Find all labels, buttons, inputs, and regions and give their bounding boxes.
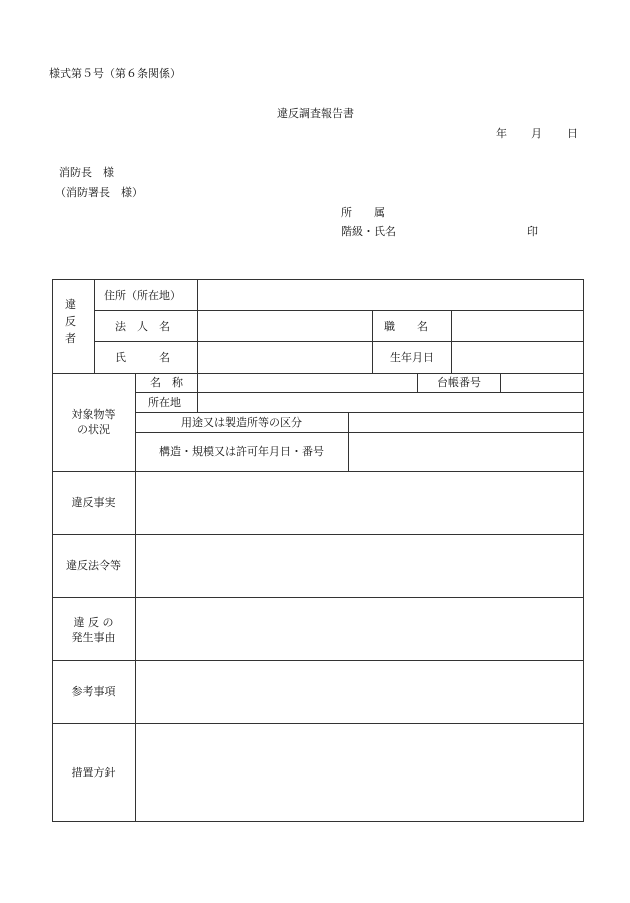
target-location-label: 所在地	[148, 396, 181, 409]
structure-scale-label: 構造・規模又は許可年月日・番号	[159, 445, 324, 458]
date-year-label: 年	[496, 127, 507, 140]
birthdate-label: 生年月日	[390, 351, 434, 364]
reference-notes-label: 参考事項	[71, 685, 116, 698]
addressee-station-chief: （消防署長 様）	[55, 186, 143, 199]
rank-name-label: 階級・氏名	[341, 225, 396, 238]
target-name-label: 名 称	[150, 376, 183, 389]
address-label: 住所（所在地）	[104, 289, 181, 302]
date-month-label: 月	[531, 127, 542, 140]
violator-group-label: 違 反 者	[65, 298, 76, 345]
addressee-fire-chief: 消防長 様	[59, 166, 114, 179]
usage-category-label: 用途又は製造所等の区分	[181, 416, 302, 429]
violation-cause-label: 違 反 の 発生事由	[71, 616, 116, 644]
ledger-number-label: 台帳番号	[437, 376, 481, 389]
date-day-label: 日	[567, 127, 578, 140]
position-label: 職 名	[384, 320, 428, 333]
document-title: 違反調査報告書	[277, 107, 354, 120]
form-number: 様式第５号（第６条関係）	[49, 67, 181, 80]
corporation-name-label: 法 人 名	[115, 320, 170, 333]
action-policy-label: 措置方針	[71, 766, 116, 779]
violated-laws-label: 違反法令等	[66, 559, 121, 572]
violation-facts-label: 違反事実	[71, 496, 116, 509]
target-status-label: 対象物等 の状況	[71, 408, 116, 436]
affiliation-label: 所 属	[341, 206, 385, 219]
seal-mark: 印	[527, 225, 538, 238]
person-name-label: 氏 名	[115, 351, 170, 364]
